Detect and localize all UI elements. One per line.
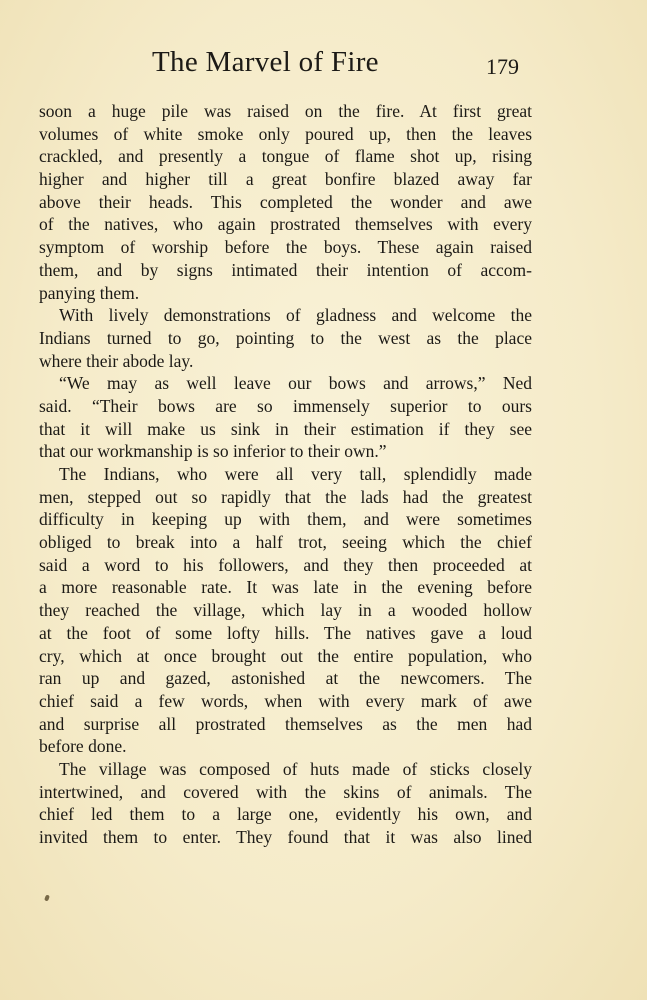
text-line: volumes of white smoke only poured up, then the leaves (39, 123, 532, 144)
text-line: before done. (39, 736, 127, 757)
text-line: cry, which at once brought out the entire population, who (39, 645, 532, 666)
text-line: obliged to break into a half trot, seeing which the chief (39, 532, 532, 553)
paragraph-4 (39, 463, 532, 758)
text-line: difficulty in keeping up with them, and were sometimes (39, 509, 532, 530)
paragraph-5 (39, 758, 532, 849)
chapter-title: The Marvel of Fire (152, 46, 379, 78)
text-line: men, stepped out so rapidly that the lads had the greatest (39, 486, 532, 507)
text-line: at the foot of some lofty hills. The natives gave a loud (39, 622, 532, 643)
text-line: The Indians, who were all very tall, splendidly made (59, 464, 532, 484)
page-number: 179 (486, 54, 519, 79)
body-text (39, 100, 532, 849)
text-line: symptom of worship before the boys. These again raised (39, 237, 532, 258)
text-line: and surprise all prostrated themselves as the men had (39, 713, 532, 734)
text-line: said. “Their bows are so immensely superior to ours (39, 395, 532, 416)
text-line: they reached the village, which lay in a wooded hollow (39, 600, 532, 621)
text-line: invited them to enter. They found that it was also lined (39, 827, 532, 847)
text-line: ran up and gazed, astonished at the newcomers. The (39, 668, 532, 689)
text-line: a more reasonable rate. It was late in the evening before (39, 577, 532, 598)
text-line: Indians turned to go, pointing to the west as the place (39, 327, 532, 348)
text-line: soon a huge pile was raised on the fire. At first great (39, 101, 532, 121)
text-line: of the natives, who again prostrated themselves with every (39, 214, 532, 235)
ink-speck (44, 894, 50, 901)
text-line: intertwined, and covered with the skins of animals. The (39, 781, 532, 802)
paragraph-1 (39, 100, 532, 304)
text-line: them, and by signs intimated their intention of accom- (39, 259, 532, 280)
text-line: panying them. (39, 282, 140, 303)
text-line: With lively demonstrations of gladness and welcome the (59, 305, 532, 326)
text-line: crackled, and presently a tongue of flame shot up, rising (39, 146, 532, 167)
text-line: that our workmanship is so inferior to their own.” (39, 441, 387, 462)
paragraph-2 (39, 304, 532, 372)
text-line: “We may as well leave our bows and arrows,” Ned (59, 373, 532, 394)
text-line: chief led them to a large one, evidently his own, and (39, 804, 532, 825)
text-line: The village was composed of huts made of sticks closely (59, 758, 532, 779)
text-line: above their heads. This completed the wonder and awe (39, 191, 532, 212)
text-line: where their abode lay. (39, 350, 194, 371)
running-head (0, 46, 647, 86)
text-line: higher and higher till a great bonfire blazed away far (39, 169, 532, 190)
text-line: that it will make us sink in their estimation if they see (39, 418, 532, 439)
text-line: said a word to his followers, and they then proceeded at (39, 554, 532, 575)
text-line: chief said a few words, when with every mark of awe (39, 690, 532, 711)
paragraph-3 (39, 372, 532, 463)
